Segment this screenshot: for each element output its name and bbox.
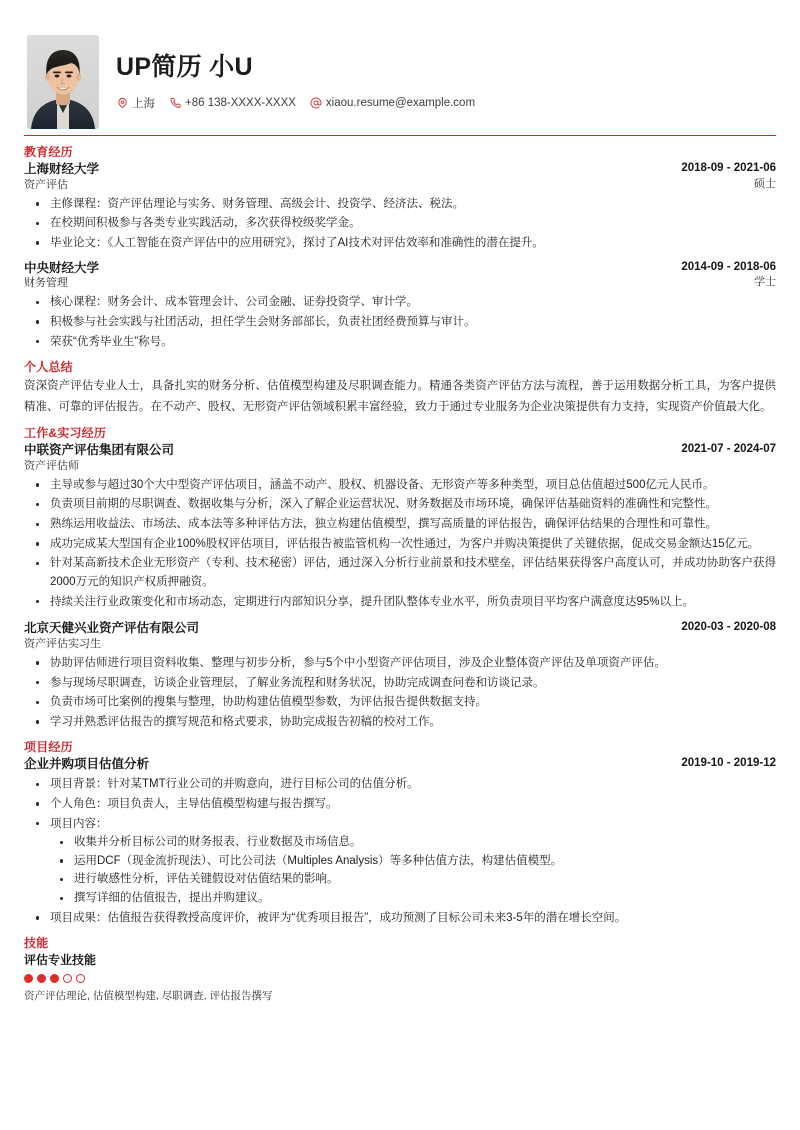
list-item: 协助评估师进行项目资料收集、整理与初步分析，参与5个中小型资产评估项目，涉及企业整体资产评估及单项资产评估。 — [24, 654, 776, 673]
list-item: 个人角色：项目负责人，主导估值模型构建与报告撰写。 — [24, 795, 776, 814]
list-item: 持续关注行业政策变化和市场动态，定期进行内部知识分享，提升团队整体专业水平，所负责项目平均客户满意度达95%以上。 — [24, 593, 776, 612]
section-projects — [22, 740, 778, 927]
date-range: 2019-10 - 2019-12 — [681, 757, 776, 770]
bullet-list — [24, 195, 776, 253]
degree: 硕士 — [754, 177, 776, 190]
company-name: 北京天健兴业资产评估有限公司 — [24, 621, 200, 636]
section-title-work: 工作&实习经历 — [24, 426, 107, 441]
education-entry — [24, 161, 776, 253]
work-entry — [24, 442, 776, 611]
list-item — [24, 815, 776, 908]
project-name: 企业并购项目估值分析 — [24, 757, 150, 772]
identity-block — [116, 53, 778, 111]
section-skills — [22, 936, 778, 1005]
section-education — [22, 145, 778, 351]
contact-location-value: 上海 — [132, 97, 155, 110]
rating-dot-empty — [76, 974, 85, 983]
entry-header — [24, 620, 776, 652]
rating-dot-filled — [24, 974, 33, 983]
skill-rating — [24, 974, 776, 983]
summary-text: 资深资产评估专业人士，具备扎实的财务分析、估值模型构建及尽职调查能力。精通各类资产评估方法与流程，善于运用数据分析工具，为客户提供精准、可靠的评估报告。在不动产、股权、无形资产评估领域积累丰富经验，致力于通过专业服务为企业决策提供有力支持，实现资产价值最大化。 — [24, 380, 776, 413]
list-item: 荣获“优秀毕业生”称号。 — [24, 333, 776, 352]
phone-icon — [169, 97, 181, 109]
list-item: 成功完成某大型国有企业100%股权评估项目，评估报告被监管机构一次性通过，为客户并购决策提供了关键依据，促成交易金额达15亿元。 — [24, 535, 776, 554]
date-range: 2014-09 - 2018-06 — [681, 260, 776, 273]
candidate-name: UP简历 小U — [116, 53, 253, 82]
location-pin-icon — [116, 97, 128, 109]
list-item: 熟练运用收益法、市场法、成本法等多种评估方法，独立构建估值模型，撰写高质量的评估报告，确保评估结果的合理性和可靠性。 — [24, 515, 776, 534]
education-entry — [24, 260, 776, 352]
list-item: 进行敏感性分析，评估关键假设对估值结果的影响。 — [50, 870, 776, 889]
skill-name: 评估专业技能 — [24, 953, 97, 968]
section-work — [22, 426, 778, 731]
bullet-list — [24, 654, 776, 732]
list-item: 负责项目前期的尽职调查、数据收集与分析，深入了解企业运营状况、财务数据及市场环境，确保评估基础资料的准确性和完整性。 — [24, 495, 776, 514]
list-item: 收集并分析目标公司的财务报表、行业数据及市场信息。 — [50, 833, 776, 852]
job-title: 资产评估实习生 — [24, 638, 101, 651]
skill-tags: 资产评估理论, 估值模型构建, 尽职调查, 评估报告撰写 — [24, 990, 273, 1003]
rating-dot-filled — [50, 974, 59, 983]
list-item: 项目背景：针对某TMT行业公司的并购意向，进行目标公司的估值分析。 — [24, 775, 776, 794]
entry-header — [24, 161, 776, 193]
list-item: 负责市场可比案例的搜集与整理，协助构建估值模型参数，为评估报告提供数据支持。 — [24, 693, 776, 712]
major: 财务管理 — [24, 277, 68, 290]
list-item: 主修课程：资产评估理论与实务、财务管理、高级会计、投资学、经济法、税法。 — [24, 195, 776, 214]
major: 资产评估 — [24, 178, 68, 191]
list-item: 项目成果：估值报告获得教授高度评价，被评为“优秀项目报告”，成功预测了目标公司未来3-5年的潜在增长空间。 — [24, 909, 776, 928]
contact-location — [116, 95, 155, 111]
avatar — [27, 35, 99, 129]
date-range: 2020-03 - 2020-08 — [681, 621, 776, 634]
section-summary — [22, 360, 778, 417]
sub-bullet-list — [50, 833, 776, 908]
list-item: 核心课程：财务会计、成本管理会计、公司金融、证券投资学、审计学。 — [24, 293, 776, 312]
contact-phone-value: +86 138-XXXX-XXXX — [185, 96, 296, 109]
school-name: 上海财经大学 — [24, 162, 100, 176]
at-email-icon — [310, 97, 322, 109]
list-item: 运用DCF（现金流折现法）、可比公司法（Multiples Analysis）等多种估值方法，构建估值模型。 — [50, 852, 776, 871]
entry-header — [24, 442, 776, 474]
list-item-label: 项目内容： — [50, 817, 108, 830]
entry-header — [24, 260, 776, 292]
rating-dot-filled — [37, 974, 46, 983]
contact-list — [116, 95, 778, 111]
section-title-summary: 个人总结 — [24, 360, 73, 375]
section-title-skills: 技能 — [24, 936, 49, 951]
rating-dot-empty — [63, 974, 72, 983]
bullet-list — [24, 293, 776, 351]
list-item: 毕业论文：《人工智能在资产评估中的应用研究》，探讨了AI技术对评估效率和准确性的潜在提升。 — [24, 234, 776, 253]
entry-header — [24, 756, 776, 773]
list-item: 学习并熟悉评估报告的撰写规范和格式要求，协助完成报告初稿的校对工作。 — [24, 713, 776, 732]
list-item: 主导或参与超过30个大中型资产评估项目，涵盖不动产、股权、机器设备、无形资产等多种类型，项目总估值超过500亿元人民币。 — [24, 476, 776, 495]
date-range: 2018-09 - 2021-06 — [681, 162, 776, 174]
resume-header — [22, 22, 778, 126]
list-item: 积极参与社会实践与社团活动，担任学生会财务部部长，负责社团经费预算与审计。 — [24, 313, 776, 332]
list-item: 针对某高新技术企业无形资产（专利、技术秘密）评估，通过深入分析行业前景和技术壁垒，评估结果获得客户高度认可，并成功协助客户获得2000万元的知识产权质押融资。 — [24, 554, 776, 591]
bullet-list — [24, 476, 776, 611]
section-title-education: 教育经历 — [24, 145, 73, 159]
section-title-projects: 项目经历 — [24, 740, 73, 755]
contact-phone — [169, 97, 296, 109]
list-item: 撰写详细的估值报告，提出并购建议。 — [50, 889, 776, 908]
header-divider — [24, 135, 776, 136]
contact-email-value: xiaou.resume@example.com — [325, 96, 476, 109]
list-item: 在校期间积极参与各类专业实践活动，多次获得校级奖学金。 — [24, 214, 776, 233]
degree: 学士 — [754, 276, 776, 289]
contact-email — [310, 97, 475, 109]
date-range: 2021-07 - 2024-07 — [681, 443, 776, 456]
company-name: 中联资产评估集团有限公司 — [24, 443, 175, 458]
job-title: 资产评估师 — [24, 460, 79, 472]
work-entry — [24, 620, 776, 731]
bullet-list — [24, 775, 776, 927]
list-item: 参与现场尽职调查，访谈企业管理层，了解业务流程和财务状况，协助完成调查问卷和访谈记录。 — [24, 674, 776, 693]
project-entry — [24, 756, 776, 927]
school-name: 中央财经大学 — [24, 260, 100, 275]
